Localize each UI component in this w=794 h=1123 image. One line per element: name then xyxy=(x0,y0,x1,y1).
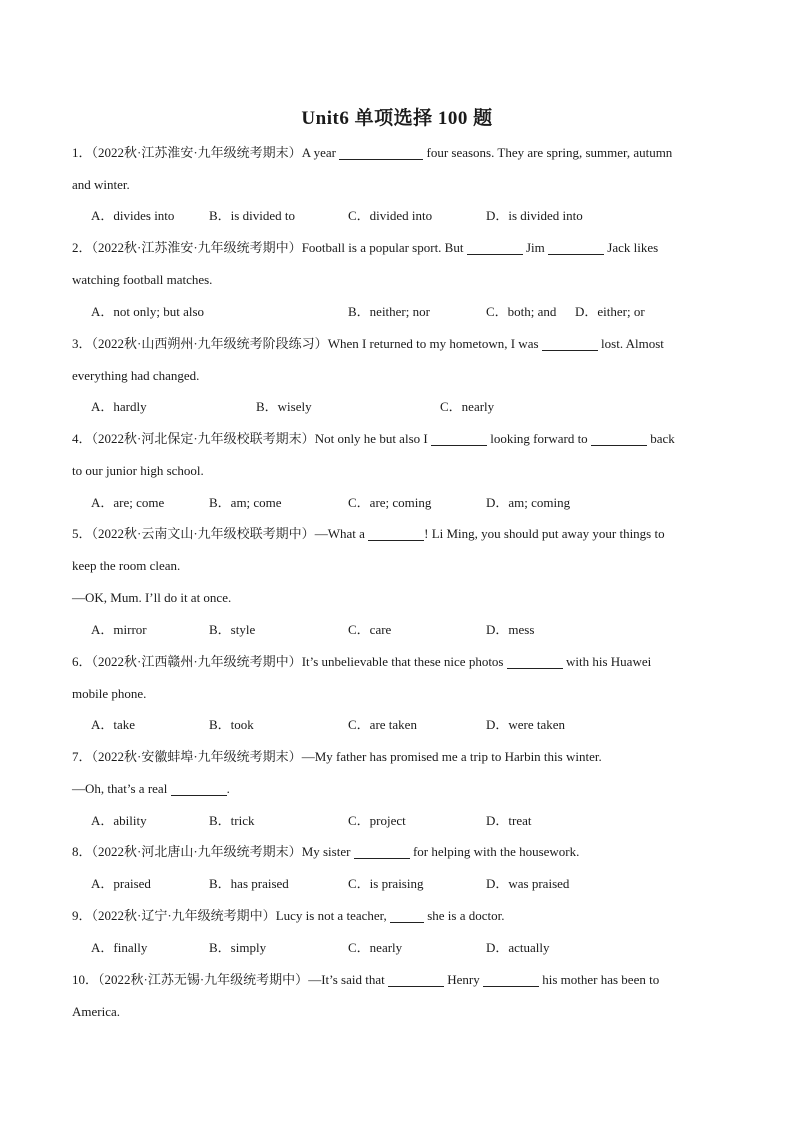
question-text: looking forward to xyxy=(486,431,591,446)
option-a[interactable]: A．finally xyxy=(91,940,148,955)
answer-blank xyxy=(507,654,563,669)
options-1 xyxy=(91,200,731,232)
option-c[interactable]: C．are taken xyxy=(348,717,417,732)
question-8 xyxy=(72,836,720,868)
answer-blank xyxy=(591,431,647,446)
answer-blank xyxy=(467,240,523,255)
question-text: his mother has been to xyxy=(538,972,660,987)
question-number: 9． xyxy=(72,908,92,923)
question-source: （2022秋·云南文山·九年级校联考期中） xyxy=(91,526,315,541)
option-c[interactable]: C．nearly xyxy=(440,399,495,414)
options-5 xyxy=(91,614,731,646)
question-text: mobile phone. xyxy=(72,685,147,701)
question-text: . xyxy=(226,780,230,796)
option-a[interactable]: A．are; come xyxy=(91,495,165,510)
question-number: 6． xyxy=(72,654,92,669)
option-c[interactable]: C．are; coming xyxy=(348,495,432,510)
question-number: 3． xyxy=(72,336,92,351)
option-c[interactable]: C．care xyxy=(348,622,392,637)
question-number: 10． xyxy=(72,972,99,987)
options-3 xyxy=(91,391,731,423)
option-a[interactable]: A．divides into xyxy=(91,208,175,223)
question-text: It’s unbelievable that these nice photos xyxy=(301,654,507,669)
question-source: （2022秋·河北保定·九年级校联考期末） xyxy=(91,431,315,446)
question-text: lost. Almost xyxy=(597,336,664,351)
question-text: four seasons. They are spring, summer, autumn xyxy=(423,145,673,160)
question-text: to our junior high school. xyxy=(72,462,204,478)
question-3 xyxy=(72,328,720,392)
question-number: 8． xyxy=(72,844,92,859)
question-10 xyxy=(72,964,720,1028)
option-b[interactable]: B．took xyxy=(209,717,254,732)
question-6 xyxy=(72,646,720,710)
question-text: and winter. xyxy=(72,176,130,192)
options-4 xyxy=(91,487,731,519)
answer-blank xyxy=(542,336,598,351)
option-a[interactable]: A．take xyxy=(91,717,136,732)
question-text: Lucy is not a teacher, xyxy=(275,908,390,923)
question-number: 5． xyxy=(72,526,92,541)
question-1 xyxy=(72,137,720,201)
question-9 xyxy=(72,900,720,932)
question-source: （2022秋·河北唐山·九年级统考期末） xyxy=(91,844,302,859)
option-a[interactable]: A．ability xyxy=(91,813,147,828)
option-b[interactable]: B．neither; nor xyxy=(348,304,430,319)
option-a[interactable]: A．praised xyxy=(91,876,151,891)
question-text: ! Li Ming, you should put away your things to xyxy=(424,526,665,541)
question-source: （2022秋·江苏无锡·九年级统考期中） xyxy=(98,972,309,987)
answer-blank xyxy=(171,781,227,796)
question-text: —What a xyxy=(314,526,369,541)
option-c[interactable]: C．both; and xyxy=(486,304,557,319)
question-text: Football is a popular sport. But xyxy=(301,240,467,255)
question-number: 2． xyxy=(72,240,92,255)
question-source: （2022秋·江西赣州·九年级统考期中） xyxy=(91,654,302,669)
options-6 xyxy=(91,709,731,741)
question-text: with his Huawei xyxy=(562,654,652,669)
question-4 xyxy=(72,423,720,487)
option-b[interactable]: B．am; come xyxy=(209,495,282,510)
options-8 xyxy=(91,868,731,900)
question-text: she is a doctor. xyxy=(423,908,505,923)
question-text: Henry xyxy=(443,972,483,987)
option-b[interactable]: B．style xyxy=(209,622,256,637)
option-d[interactable]: D．mess xyxy=(486,622,535,637)
question-source: （2022秋·江苏淮安·九年级统考期中） xyxy=(91,240,302,255)
question-text: —It’s said that xyxy=(308,972,388,987)
question-text: —OK, Mum. I’ll do it at once. xyxy=(72,589,232,605)
question-text: My sister xyxy=(301,844,354,859)
question-number: 4． xyxy=(72,431,92,446)
question-number: 7． xyxy=(72,749,92,764)
answer-blank xyxy=(483,972,539,987)
option-d[interactable]: D．is divided into xyxy=(486,208,583,223)
options-2 xyxy=(91,296,731,328)
question-text: back xyxy=(646,431,675,446)
option-d[interactable]: D．was praised xyxy=(486,876,570,891)
option-d[interactable]: D．either; or xyxy=(575,304,645,319)
option-d[interactable]: D．were taken xyxy=(486,717,566,732)
question-text: for helping with the housework. xyxy=(409,844,580,859)
answer-blank xyxy=(368,526,424,541)
answer-blank xyxy=(548,240,604,255)
question-text: Jim xyxy=(522,240,549,255)
option-b[interactable]: B．simply xyxy=(209,940,267,955)
answer-blank xyxy=(354,844,410,859)
question-text: When I returned to my hometown, I was xyxy=(327,336,542,351)
question-source: （2022秋·山西朔州·九年级统考阶段练习） xyxy=(91,336,328,351)
option-d[interactable]: D．actually xyxy=(486,940,550,955)
answer-blank xyxy=(339,145,423,160)
question-7 xyxy=(72,741,720,805)
question-source: （2022秋·安徽蚌埠·九年级统考期末） xyxy=(91,749,302,764)
option-d[interactable]: D．treat xyxy=(486,813,532,828)
option-b[interactable]: B．wisely xyxy=(256,399,312,414)
question-text: —My father has promised me a trip to Harbin this winter. xyxy=(301,749,602,764)
answer-blank xyxy=(388,972,444,987)
option-c[interactable]: C．is praising xyxy=(348,876,424,891)
question-source: （2022秋·江苏淮安·九年级统考期末） xyxy=(91,145,302,160)
question-5 xyxy=(72,518,720,613)
option-b[interactable]: B．trick xyxy=(209,813,255,828)
question-text: America. xyxy=(72,1003,121,1019)
option-d[interactable]: D．am; coming xyxy=(486,495,571,510)
answer-blank xyxy=(431,431,487,446)
question-text: everything had changed. xyxy=(72,367,200,383)
options-7 xyxy=(91,805,731,837)
question-text: Not only he but also I xyxy=(314,431,431,446)
option-c[interactable]: C．nearly xyxy=(348,940,403,955)
question-text: Jack likes xyxy=(604,240,659,255)
question-text: —Oh, that’s a real xyxy=(72,780,171,796)
question-text: keep the room clean. xyxy=(72,557,181,573)
question-text: watching football matches. xyxy=(72,271,213,287)
option-b[interactable]: B．is divided to xyxy=(209,208,295,223)
option-a[interactable]: A．hardly xyxy=(91,399,147,414)
question-number: 1． xyxy=(72,145,92,160)
option-a[interactable]: A．mirror xyxy=(91,622,147,637)
option-c[interactable]: C．project xyxy=(348,813,406,828)
option-b[interactable]: B．has praised xyxy=(209,876,289,891)
page-title: Unit6 单项选择 100 题 xyxy=(301,108,493,129)
question-source: （2022秋·辽宁·九年级统考期中） xyxy=(91,908,276,923)
options-9 xyxy=(91,932,731,964)
answer-blank xyxy=(390,908,424,923)
option-a[interactable]: A．not only; but also xyxy=(91,304,205,319)
question-text: A year xyxy=(301,145,340,160)
question-2 xyxy=(72,232,720,296)
option-c[interactable]: C．divided into xyxy=(348,208,433,223)
